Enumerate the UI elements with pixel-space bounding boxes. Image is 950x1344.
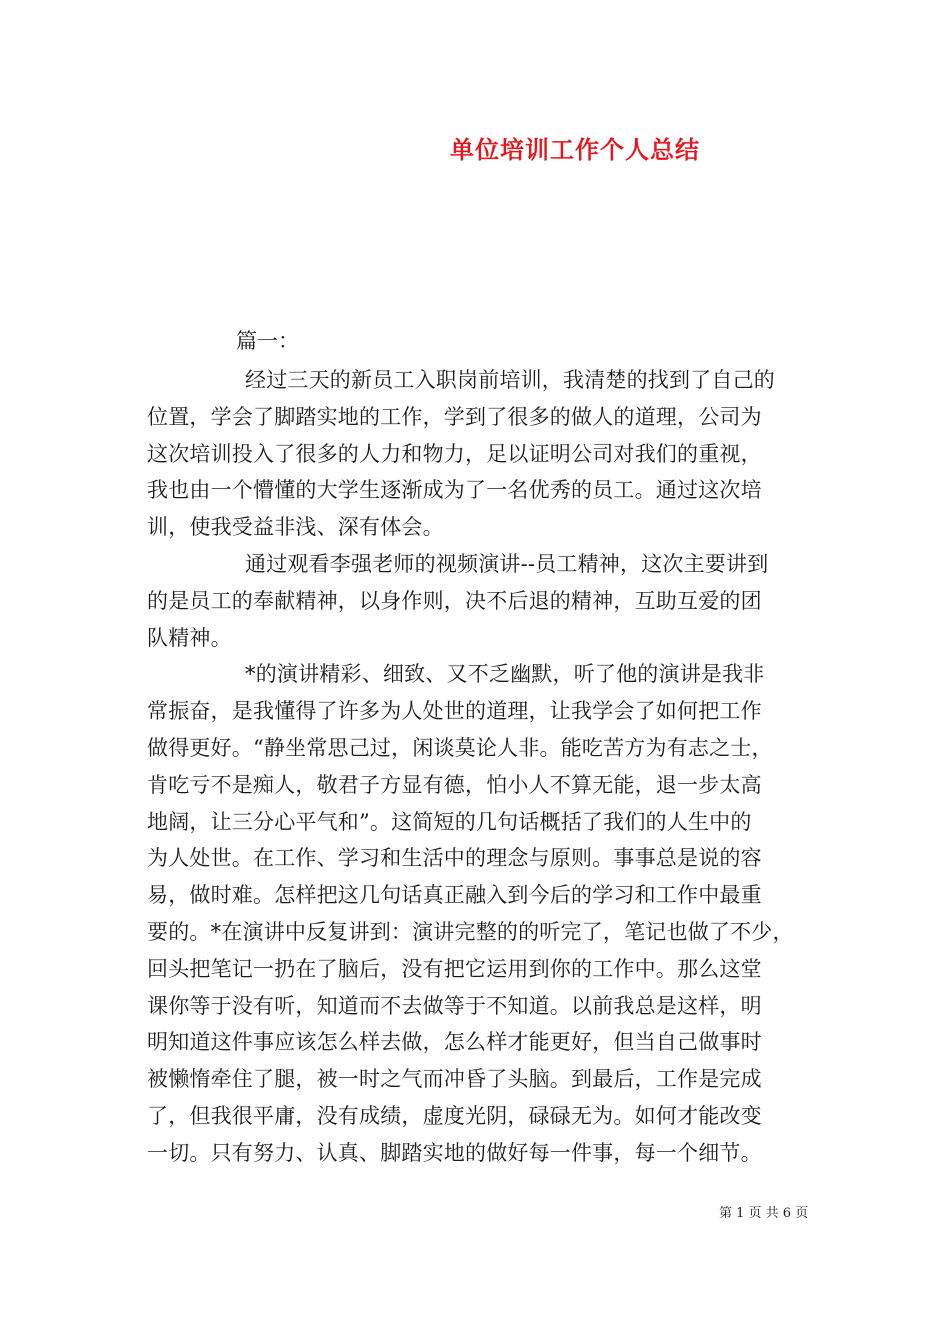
text-line: 被懒惰牵住了腿，被一时之气而冲昏了头脑。到最后，工作是完成 [147, 1067, 762, 1092]
text-line: 通过观看李强老师的视频演讲--员工精神，这次主要讲到 [245, 551, 769, 576]
section-label: 篇一： [236, 329, 299, 353]
text-line: 这次培训投入了很多的人力和物力，足以证明公司对我们的重视， [147, 441, 762, 466]
text-line: 地阔，让三分心平气和”。这简短的几句话概括了我们的人生中的 [147, 809, 752, 834]
document-body [147, 362, 807, 1172]
text-line: 位置，学会了脚踏实地的工作，学到了很多的做人的道理，公司为 [147, 404, 762, 429]
text-line: 我也由一个懵懂的大学生逐渐成为了一名优秀的员工。通过这次培 [147, 478, 762, 503]
text-line: 易，做时难。怎样把这几句话真正融入到今后的学习和工作中最重 [147, 883, 762, 908]
text-line: 明知道这件事应该怎么样去做，怎么样才能更好，但当自己做事时 [147, 1030, 762, 1055]
text-line: *的演讲精彩、细致、又不乏幽默，听了他的演讲是我非 [245, 662, 765, 687]
text-line: 肯吃亏不是痴人，敬君子方显有德，怕小人不算无能，退一步太高 [147, 772, 762, 797]
document-title: 单位培训工作个人总结 [450, 135, 700, 164]
text-line: 常振奋，是我懂得了许多为人处世的道理，让我学会了如何把工作 [147, 699, 762, 724]
text-line: 的是员工的奉献精神，以身作则，决不后退的精神，互助互爱的团 [147, 588, 762, 613]
text-line: 训，使我受益非浅、深有体会。 [147, 515, 444, 540]
text-line: 做得更好。“静坐常思己过，闲谈莫论人非。能吃苦方为有志之士， [147, 735, 773, 760]
text-line: 回头把笔记一扔在了脑后，没有把它运用到你的工作中。那么这堂 [147, 956, 762, 981]
page-footer: 第 1 页 共 6 页 [719, 1206, 809, 1221]
text-line: 要的。*在演讲中反复讲到：演讲完整的的听完了，笔记也做了不少， [147, 919, 794, 944]
text-line: 经过三天的新员工入职岗前培训，我清楚的找到了自己的 [245, 368, 775, 392]
text-line: 了，但我很平庸，没有成绩，虚度光阴，碌碌无为。如何才能改变 [147, 1103, 762, 1128]
text-line: 队精神。 [147, 625, 232, 650]
text-line: 一切。只有努力、认真、脚踏实地的做好每一件事，每一个细节。 [147, 1140, 762, 1165]
text-line: 课你等于没有听，知道而不去做等于不知道。以前我总是这样，明 [147, 993, 762, 1018]
text-line: 为人处世。在工作、学习和生活中的理念与原则。事事总是说的容 [147, 846, 762, 871]
